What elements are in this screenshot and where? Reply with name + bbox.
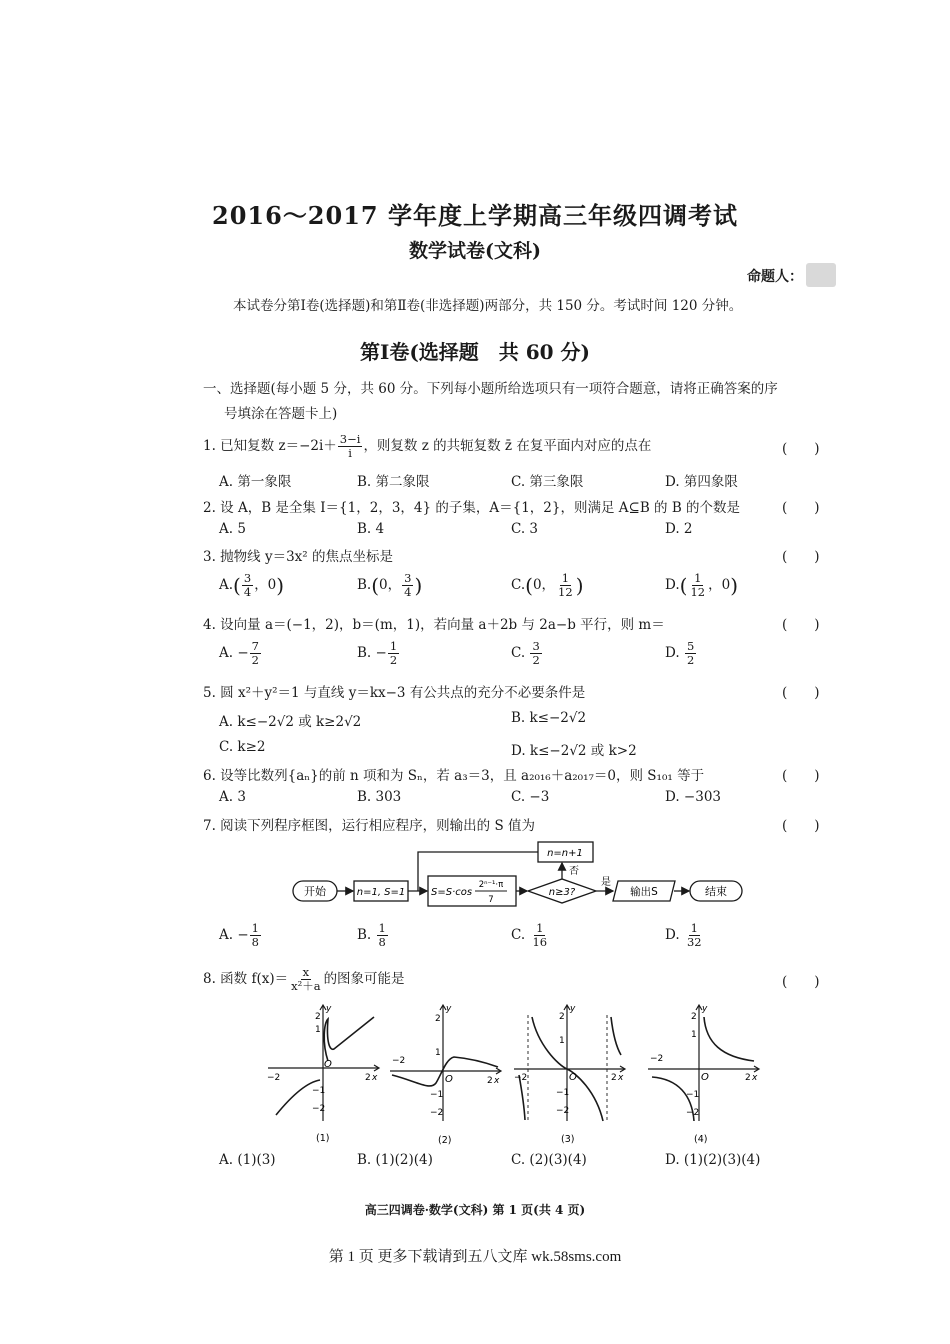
answer-blank-3: ( ) xyxy=(782,549,820,565)
svg-text:2: 2 xyxy=(365,1073,371,1083)
svg-text:2: 2 xyxy=(559,1012,565,1022)
exam-page-footer: 高三四调卷·数学(文科) 第 1 页(共 4 页) xyxy=(364,1203,586,1217)
answer-blank-4: ( ) xyxy=(782,617,820,633)
svg-text:y: y xyxy=(702,1004,708,1014)
svg-text:−2: −2 xyxy=(686,1108,700,1118)
graph-3-label: (3) xyxy=(561,1134,575,1145)
q6-option-a: A. 3 xyxy=(219,789,246,805)
graph-1 xyxy=(262,1003,384,1148)
flowchart xyxy=(285,836,760,916)
svg-text:−2: −2 xyxy=(650,1054,664,1064)
graph-3 xyxy=(508,1003,630,1148)
redacted-name xyxy=(806,263,836,287)
flow-init-label: n=1, S=1 xyxy=(356,887,406,898)
exam-title: 2016～2017 学年度上学期高三年级四调考试 xyxy=(212,201,738,230)
question-2: 2. 设 A，B 是全集 I＝{1，2，3，4} 的子集，A＝{1，2}，则满足 A⊆B 的 B 的个数是 xyxy=(203,500,741,516)
svg-text:−1: −1 xyxy=(686,1090,700,1100)
q3-option-d: D.( $\frac{1}{12}$ ，0) xyxy=(665,571,738,600)
flow-process-label: S=S·cos xyxy=(431,887,473,898)
q7-option-a: A. − $\frac{1}{8}$ xyxy=(219,921,259,950)
q1-option-c: C. 第三象限 xyxy=(511,474,584,490)
q8-option-d: D. (1)(2)(3)(4) xyxy=(665,1152,761,1168)
answer-blank-6: ( ) xyxy=(782,768,820,784)
flow-start-label: 开始 xyxy=(304,885,326,898)
q4-option-c: C. $\frac{3}{2}$ xyxy=(511,639,540,668)
q8-option-a: A. (1)(3) xyxy=(219,1152,276,1168)
svg-text:O: O xyxy=(324,1059,332,1070)
svg-text:1: 1 xyxy=(315,1025,321,1035)
q1-option-d: D. 第四象限 xyxy=(665,474,738,490)
flow-process-frac-d: 7 xyxy=(488,895,494,905)
q5-option-d: D. k≤−2√2 或 k>2 xyxy=(511,743,637,759)
q2-option-d: D. 2 xyxy=(665,521,693,537)
svg-text:1: 1 xyxy=(559,1036,565,1046)
q3-option-c: C.(0， $\frac{1}{12}$ ) xyxy=(511,571,584,600)
svg-text:2: 2 xyxy=(435,1014,441,1024)
svg-text:1: 1 xyxy=(691,1030,697,1040)
graph-4 xyxy=(642,1003,764,1148)
svg-text:2: 2 xyxy=(691,1012,697,1022)
q1-option-b: B. 第二象限 xyxy=(357,474,430,490)
q2-option-c: C. 3 xyxy=(511,521,539,537)
author-label: 命题人： xyxy=(747,269,803,285)
svg-text:−2: −2 xyxy=(514,1073,528,1083)
question-8: 8. 函数 f(x)＝ $\frac{x}{\text{x²＋a}}$ 的图象可能是 xyxy=(203,965,405,994)
q4-option-d: D. $\frac{5}{2}$ xyxy=(665,639,695,668)
q1-post: ，则复数 z 的共轭复数 z̄ 在复平面内对应的点在 xyxy=(363,438,652,455)
flow-increment-label: n=n+1 xyxy=(547,848,583,859)
q6-option-d: D. −303 xyxy=(665,789,722,805)
exam-intro: 本试卷分第Ⅰ卷(选择题)和第Ⅱ卷(非选择题)两部分，共 150 分。考试时间 120 分钟。 xyxy=(233,298,743,314)
svg-text:−1: −1 xyxy=(556,1088,570,1098)
graph-2 xyxy=(386,1003,506,1148)
q2-option-a: A. 5 xyxy=(219,521,246,537)
question-4: 4. 设向量 a＝(−1，2)，b＝(m，1)，若向量 a＋2b 与 2a−b 平行，则 m＝ xyxy=(203,617,665,633)
flow-yes-label: 是 xyxy=(601,877,611,888)
graph-4-label: (4) xyxy=(694,1134,708,1145)
question-7: 7. 阅读下列程序框图，运行相应程序，则输出的 S 值为 xyxy=(203,818,536,834)
svg-text:2: 2 xyxy=(487,1076,493,1086)
svg-text:x: x xyxy=(752,1073,758,1083)
flow-end-label: 结束 xyxy=(705,885,727,898)
site-footer: 第 1 页 更多下载请到五八文库 wk.58sms.com xyxy=(328,1249,622,1265)
graph-1-label: (1) xyxy=(316,1133,330,1144)
q3-option-b: B.(0， $\frac{3}{4}$ ) xyxy=(357,571,423,600)
svg-text:x: x xyxy=(618,1073,624,1083)
svg-text:1: 1 xyxy=(435,1048,441,1058)
question-3: 3. 抛物线 y＝3x² 的焦点坐标是 xyxy=(203,549,393,565)
q3-option-a: A.( $\frac{3}{4}$ ，0) xyxy=(219,571,285,600)
svg-text:2: 2 xyxy=(745,1073,751,1083)
svg-text:2: 2 xyxy=(315,1012,321,1022)
q4-option-a: A. − $\frac{7}{2}$ xyxy=(219,639,259,668)
q1-option-a: A. 第一象限 xyxy=(219,474,292,490)
q1-pre: 1. 已知复数 z＝−2i＋ xyxy=(203,438,337,455)
svg-text:−2: −2 xyxy=(430,1108,444,1118)
svg-text:−2: −2 xyxy=(392,1056,406,1066)
q7-option-d: D. $\frac{1}{32}$ xyxy=(665,921,702,950)
flow-process-frac-n: 2ⁿ⁻¹·π xyxy=(478,880,504,890)
answer-blank-7: ( ) xyxy=(782,818,820,834)
flow-output-label: 输出S xyxy=(630,886,658,898)
answer-blank-8: ( ) xyxy=(782,974,820,990)
graph-2-label: (2) xyxy=(438,1135,452,1146)
svg-text:−2: −2 xyxy=(312,1104,326,1114)
instructions-line-1: 一、选择题(每小题 5 分，共 60 分。下列每小题所给选项只有一项符合题意，请将正确答案的序 xyxy=(203,381,778,397)
q6-option-c: C. −3 xyxy=(511,789,550,805)
svg-text:O: O xyxy=(569,1072,577,1083)
svg-text:y: y xyxy=(446,1004,452,1014)
q7-option-b: B. $\frac{1}{8}$ xyxy=(357,921,386,950)
svg-text:x: x xyxy=(494,1076,500,1086)
svg-text:2: 2 xyxy=(611,1073,617,1083)
q1-fraction: $\frac{3-i}{i}$ xyxy=(339,432,361,461)
svg-text:O: O xyxy=(445,1074,453,1085)
svg-text:−2: −2 xyxy=(556,1106,570,1116)
answer-blank-1: ( ) xyxy=(782,441,820,457)
question-6: 6. 设等比数列{aₙ}的前 n 项和为 Sₙ，若 a₃＝3，且 a₂₀₁₆＋a₂₀₁₇＝0，则 S₁₀₁ 等于 xyxy=(203,768,705,784)
answer-blank-5: ( ) xyxy=(782,685,820,701)
q2-option-b: B. 4 xyxy=(357,521,385,537)
q8-option-c: C. (2)(3)(4) xyxy=(511,1152,587,1168)
flow-decision-label: n≥3? xyxy=(548,887,576,898)
answer-blank-2: ( ) xyxy=(782,500,820,516)
svg-text:y: y xyxy=(326,1004,332,1014)
q4-option-b: B. − $\frac{1}{2}$ xyxy=(357,639,398,668)
svg-text:−1: −1 xyxy=(430,1090,444,1100)
section-title: 第Ⅰ卷(选择题 共 60 分) xyxy=(359,340,591,364)
q5-option-b: B. k≤−2√2 xyxy=(511,710,587,726)
svg-text:−2: −2 xyxy=(267,1073,281,1083)
svg-text:x: x xyxy=(372,1073,378,1083)
svg-text:y: y xyxy=(570,1004,576,1014)
instructions-line-2: 号填涂在答题卡上) xyxy=(224,406,338,422)
q5-option-a: A. k≤−2√2 或 k≥2√2 xyxy=(219,714,362,730)
q8-option-b: B. (1)(2)(4) xyxy=(357,1152,433,1168)
q7-option-c: C. $\frac{1}{16}$ xyxy=(511,921,548,950)
q5-option-c: C. k≥2 xyxy=(219,739,266,755)
question-1 xyxy=(203,433,651,460)
svg-text:O: O xyxy=(701,1072,709,1083)
svg-text:−1: −1 xyxy=(312,1086,326,1096)
question-5: 5. 圆 x²＋y²＝1 与直线 y＝kx−3 有公共点的充分不必要条件是 xyxy=(203,685,586,701)
q6-option-b: B. 303 xyxy=(357,789,402,805)
exam-subtitle: 数学试卷(文科) xyxy=(409,240,541,262)
flow-no-label: 否 xyxy=(569,866,579,877)
